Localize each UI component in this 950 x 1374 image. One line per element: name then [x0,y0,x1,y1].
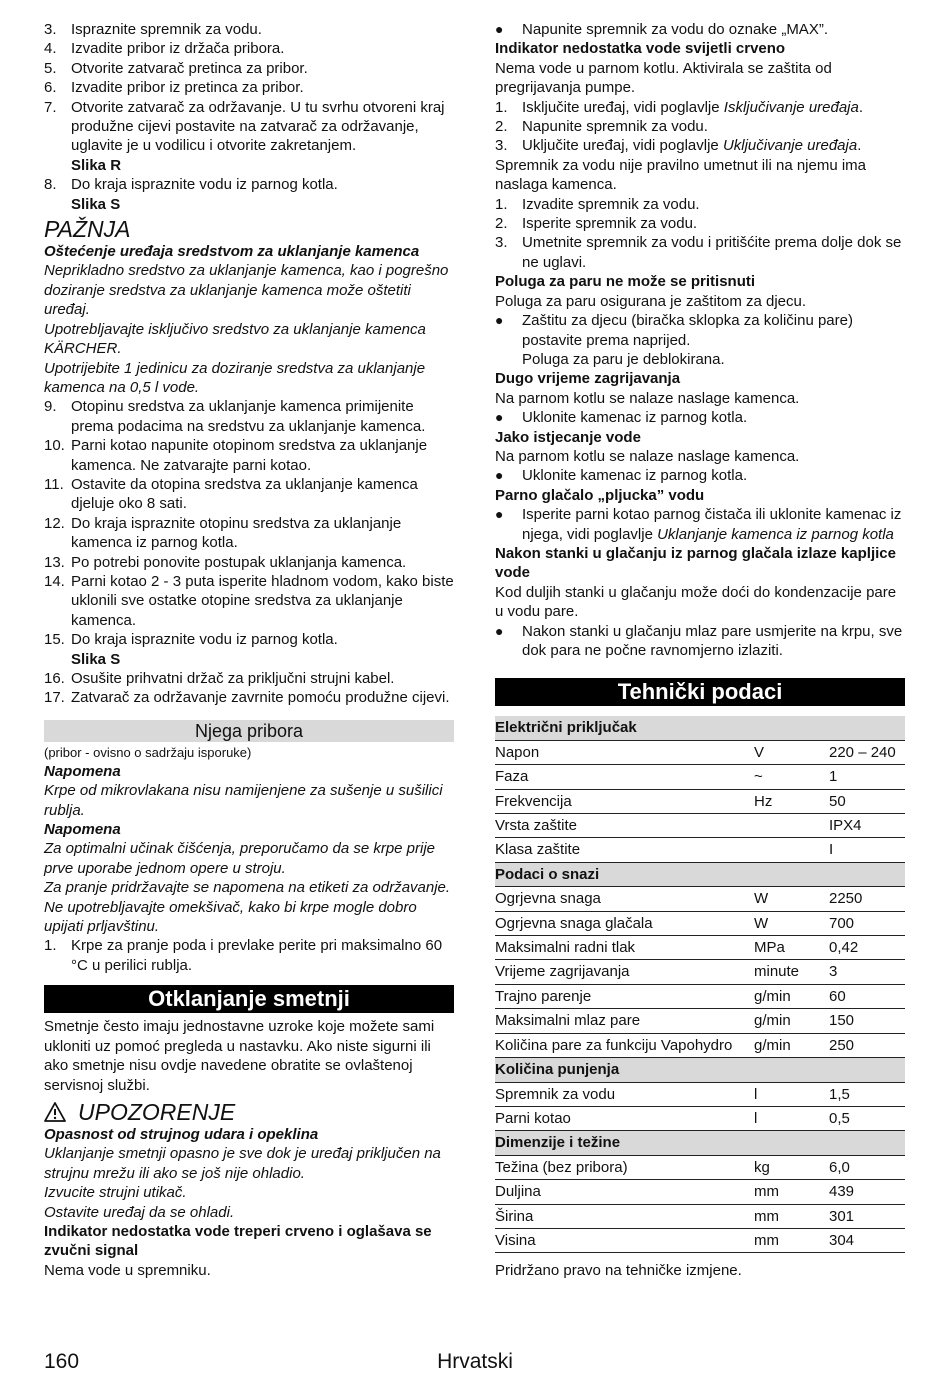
warning-text: Izvucite strujni utikač. [44,1184,187,1202]
cell-label: Klasa zaštite [495,838,754,862]
cell-label: Težina (bez pribora) [495,1155,754,1179]
fault-heading: Nakon stanki u glačanju iz parnog glačala izlaze kapljice vode [495,544,896,582]
warning-heading [44,1099,454,1125]
fault-text: Spremnik za vodu nije pravilno umetnut ili na njemu ima naslaga kamenca. [495,156,867,194]
table-group-row [495,862,905,886]
figure-ref-s: Slika S [71,195,121,213]
list-item: 2. Napunite spremnik za vodu. [495,118,708,136]
cell-unit: minute [754,960,829,984]
cell-label: Parni kotao [495,1106,754,1130]
cell-value: IPX4 [829,814,905,838]
cell-label: Maksimalni mlaz pare [495,1009,754,1033]
table-group-row [495,1058,905,1082]
cell-unit: V [754,740,829,764]
list-item: 7. Otvorite zatvarač za održavanje. U tu svrhu otvoreni kraj produžne cijevi postavite na zatvarač za održavanje, uglavite je u vodilicu i otvorite zakretanjem. [44,98,445,155]
list-item: 5. Otvorite zatvarač pretinca za pribor. [44,59,308,77]
steps-a [44,20,454,156]
left-column [44,20,454,1280]
cell-value: I [829,838,905,862]
fault-heading: Indikator nedostatka vode treperi crveno i oglašava se zvučni signal [44,1222,432,1260]
cell-label: Napon [495,740,754,764]
cell-unit: mm [754,1228,829,1252]
fault-text: Nema vode u spremniku. [44,1261,211,1279]
cell-value: 304 [829,1228,905,1252]
caution-subtitle: Oštećenje uređaja sredstvom za uklanjanje kamenca [44,243,420,261]
cell-unit: l [754,1082,829,1106]
list-item: 3. Ispraznite spremnik za vodu. [44,21,262,38]
table-group-row [495,1131,905,1155]
table-row [495,1155,905,1179]
caution-title: PAŽNJA [44,216,131,243]
table-row [495,984,905,1008]
bullet-icon: ● [495,506,504,523]
fault-heading: Parno glačalo „pljucka” vodu [495,486,705,504]
fault-heading: Dugo vrijeme zagrijavanja [495,370,681,388]
cell-value: 301 [829,1204,905,1228]
bullet-icon: ● [495,622,504,639]
cell-label: Faza [495,765,754,789]
group-name: Dimenzije i težine [495,1131,905,1155]
section-title-troubleshooting: Otklanjanje smetnji [44,985,454,1013]
bullet-item: ● Napunite spremnik za vodu do oznake „MAX”. [495,21,828,38]
cell-unit: g/min [754,1033,829,1057]
cell-unit: mm [754,1204,829,1228]
page-number: 160 [44,1350,80,1373]
list-item: 3. Uključite uređaj, vidi poglavlje Uključivanje uređaja. [495,137,862,155]
cell-unit: MPa [754,936,829,960]
cell-unit: g/min [754,984,829,1008]
cell-label: Širina [495,1204,754,1228]
footer-language: Hrvatski [437,1350,513,1373]
table-row [495,911,905,935]
list-item: 3. Umetnite spremnik za vodu i pritišćite prema dolje dok se ne uglavi. [495,234,902,271]
caution-text: Upotrebljavajte isključivo sredstvo za uklanjanje kamenca KÄRCHER. [44,320,426,358]
cell-label: Ogrjevna snaga glačala [495,911,754,935]
bullet-icon: ● [495,312,504,329]
caution-text: Neprikladno sredstvo za uklanjanje kamenca, kao i pogrešno doziranje sredstva za uklanjanje kamenca može oštetiti uređaj. [44,262,449,319]
table-row [495,1106,905,1130]
note-title: Napomena [44,762,121,780]
warning-title: UPOZORENJE [78,1098,236,1125]
cell-unit: mm [754,1180,829,1204]
chapter-reference: Isključivanje uređaja [723,98,859,116]
fault-heading: Indikator nedostatka vode svijetli crveno [495,40,786,58]
cell-value: 1,5 [829,1082,905,1106]
note-text: Za pranje pridržavajte se napomena na etiketi za održavanje. Ne upotrebljavajte omekšivač, kako bi krpe mogle dobro upijati prljavštinu. [44,879,451,936]
tech-footnote: Pridržano pravo na tehničke izmjene. [495,1262,742,1280]
cell-unit [754,838,829,862]
cell-unit: Hz [754,789,829,813]
care-note-small: (pribor - ovisno o sadržaju isporuke) [44,744,252,760]
list-item: 12. Do kraja ispraznite otopinu sredstva za uklanjanje kamenca iz parnog kotla. [44,514,402,552]
cell-label: Spremnik za vodu [495,1082,754,1106]
tech-data-body [495,716,905,1252]
group-name: Podaci o snazi [495,862,905,886]
table-row [495,1033,905,1057]
bullet-item: ● Zaštitu za djecu (biračka sklopka za količinu pare) postavite prema naprijed. [495,312,853,349]
cell-unit: kg [754,1155,829,1179]
table-row [495,960,905,984]
list-item: 9. Otopinu sredstva za uklanjanje kamenca primijenite prema podacima na sredstvu za uklanjanje kamenca. [44,398,426,435]
list-item: 17. Zatvarač za održavanje zavrnite pomoću produžne cijevi. [44,689,450,707]
fault-heading: Poluga za paru ne može se pritisnuti [495,273,756,291]
cell-value: 3 [829,960,905,984]
warning-triangle-icon [44,1102,66,1122]
section-title-tech-data: Tehnički podaci [495,678,905,706]
cell-unit: W [754,887,829,911]
cell-unit: g/min [754,1009,829,1033]
note-title: Napomena [44,821,121,839]
cell-unit: W [754,911,829,935]
cell-value: 50 [829,789,905,813]
warning-text: Ostavite uređaj da se ohladi. [44,1203,235,1221]
table-row [495,838,905,862]
cell-label: Ogrjevna snaga [495,887,754,911]
cell-value: 0,42 [829,936,905,960]
fault-text: Nema vode u parnom kotlu. Aktivirala se zaštita od pregrijavanja pumpe. [495,59,832,97]
cell-label: Maksimalni radni tlak [495,936,754,960]
warning-text: Uklanjanje smetnji opasno je sve dok je uređaj priključen na strujnu mrežu ili ako se još nije ohladio. [44,1145,441,1182]
cell-value: 250 [829,1033,905,1057]
bullet-icon: ● [495,21,504,37]
cell-label: Količina pare za funkciju Vapohydro [495,1033,754,1057]
table-row [495,1082,905,1106]
trouble-intro: Smetnje često imaju jednostavne uzroke koje možete sami ukloniti uz pomoć pregleda u nastavku. Ako niste sigurni ili ako smetnje nisu ovdje navedene obratite se ovlaštenoj servisnoj službi. [44,1018,435,1094]
cell-value: 0,5 [829,1106,905,1130]
fault-result: Poluga za paru je deblokirana. [522,350,725,368]
table-row [495,740,905,764]
list-item: 13. Po potrebi ponovite postupak uklanjanja kamenca. [44,553,407,571]
cell-label: Duljina [495,1180,754,1204]
cell-value: 60 [829,984,905,1008]
bullet-icon: ● [495,467,504,484]
table-row [495,1180,905,1204]
cell-unit [754,814,829,838]
cell-value: 220 – 240 [829,740,905,764]
fault-text: Na parnom kotlu se nalaze naslage kamenca. [495,447,800,465]
list-item: 4. Izvadite pribor iz držača pribora. [44,40,285,58]
bullet-icon: ● [495,409,504,426]
list-item: 11. Ostavite da otopina sredstva za uklanjanje kamenca djeluje oko 8 sati. [44,475,418,513]
list-item: 1. Isključite uređaj, vidi poglavlje Isključivanje uređaja. [495,98,864,116]
chapter-reference: Uklanjanje kamenca iz parnog kotla [657,525,894,543]
list-item: 1. Krpe za pranje poda i prevlake perite pri maksimalno 60 °C u perilici rublja. [44,937,443,974]
cell-value: 439 [829,1180,905,1204]
table-row [495,1009,905,1033]
note-text: Krpe od mikrovlakana nisu namijenjene za sušenje u sušilici rublja. [44,782,443,819]
cell-label: Visina [495,1228,754,1252]
right-column [495,20,905,1281]
list-item: 16. Osušite prihvatni držač za priključni strujni kabel. [44,670,395,687]
table-group-row [495,716,905,740]
list-item: 8. Do kraja ispraznite vodu iz parnog kotla. [44,176,338,194]
table-row [495,936,905,960]
bullet-item: ● Uklonite kamenac iz parnog kotla. [495,409,748,427]
bullet-item: ● Nakon stanki u glačanju mlaz pare usmjerite na krpu, sve dok para ne počne ravnomjerno izlaziti. [495,622,903,659]
list-item: 15. Do kraja ispraznite vodu iz parnog kotla. [44,631,338,649]
bullet-item: ● Uklonite kamenac iz parnog kotla. [495,467,748,485]
list-item: 2. Isperite spremnik za vodu. [495,215,698,233]
caution-text: Upotrijebite 1 jedinicu za doziranje sredstva za uklanjanje kamenca na 0,5 l vode. [44,359,426,396]
tech-data-table [495,716,905,1253]
table-row [495,887,905,911]
fault-text: Poluga za paru osigurana je zaštitom za djecu. [495,292,807,310]
table-row [495,1228,905,1252]
fault-text: Na parnom kotlu se nalaze naslage kamenca. [495,389,800,407]
group-name: Količina punjenja [495,1058,905,1082]
table-row [495,789,905,813]
cell-value: 700 [829,911,905,935]
list-item: 6. Izvadite pribor iz pretinca za pribor. [44,79,304,97]
cell-label: Frekvencija [495,789,754,813]
figure-ref-r: Slika R [71,156,122,174]
list-item: 10. Parni kotao napunite otopinom sredstva za uklanjanje kamenca. Ne zatvarajte parni kotao. [44,437,428,474]
steps-b [44,397,454,649]
fault-text: Kod duljih stanki u glačanju može doći do kondenzacije pare u vodu pare. [495,583,897,621]
fault-heading: Jako istjecanje vode [495,428,641,446]
chapter-reference: Uključivanje uređaja [722,137,858,155]
group-name: Električni priključak [495,716,905,740]
note-text: Za optimalni učinak čišćenja, preporučamo da se krpe prije prve uporabe jednom opere u stroju. [44,840,436,877]
warning-subtitle: Opasnost od strujnog udara i opeklina [44,1125,319,1143]
bullet-item: ● Isperite parni kotao parnog čistača ili uklonite kamenac iz njega, vidi poglavlje Uklanjanje kamenca iz parnog kotla [495,506,902,543]
cell-value: 2250 [829,887,905,911]
section-title-care: Njega pribora [44,720,454,742]
list-item: 1. Izvadite spremnik za vodu. [495,195,700,213]
cell-value: 150 [829,1009,905,1033]
cell-label: Vrijeme zagrijavanja [495,960,754,984]
cell-unit: l [754,1106,829,1130]
cell-label: Vrsta zaštite [495,814,754,838]
table-row [495,765,905,789]
cell-unit: ~ [754,765,829,789]
list-item: 14. Parni kotao 2 - 3 puta isperite hladnom vodom, kako biste uklonili sve ostatke otopine sredstva za uklanjanje kamenca. [44,572,454,629]
table-row [495,814,905,838]
table-row [495,1204,905,1228]
cell-value: 1 [829,765,905,789]
cell-value: 6,0 [829,1155,905,1179]
figure-ref-s: Slika S [71,650,121,668]
cell-label: Trajno parenje [495,984,754,1008]
